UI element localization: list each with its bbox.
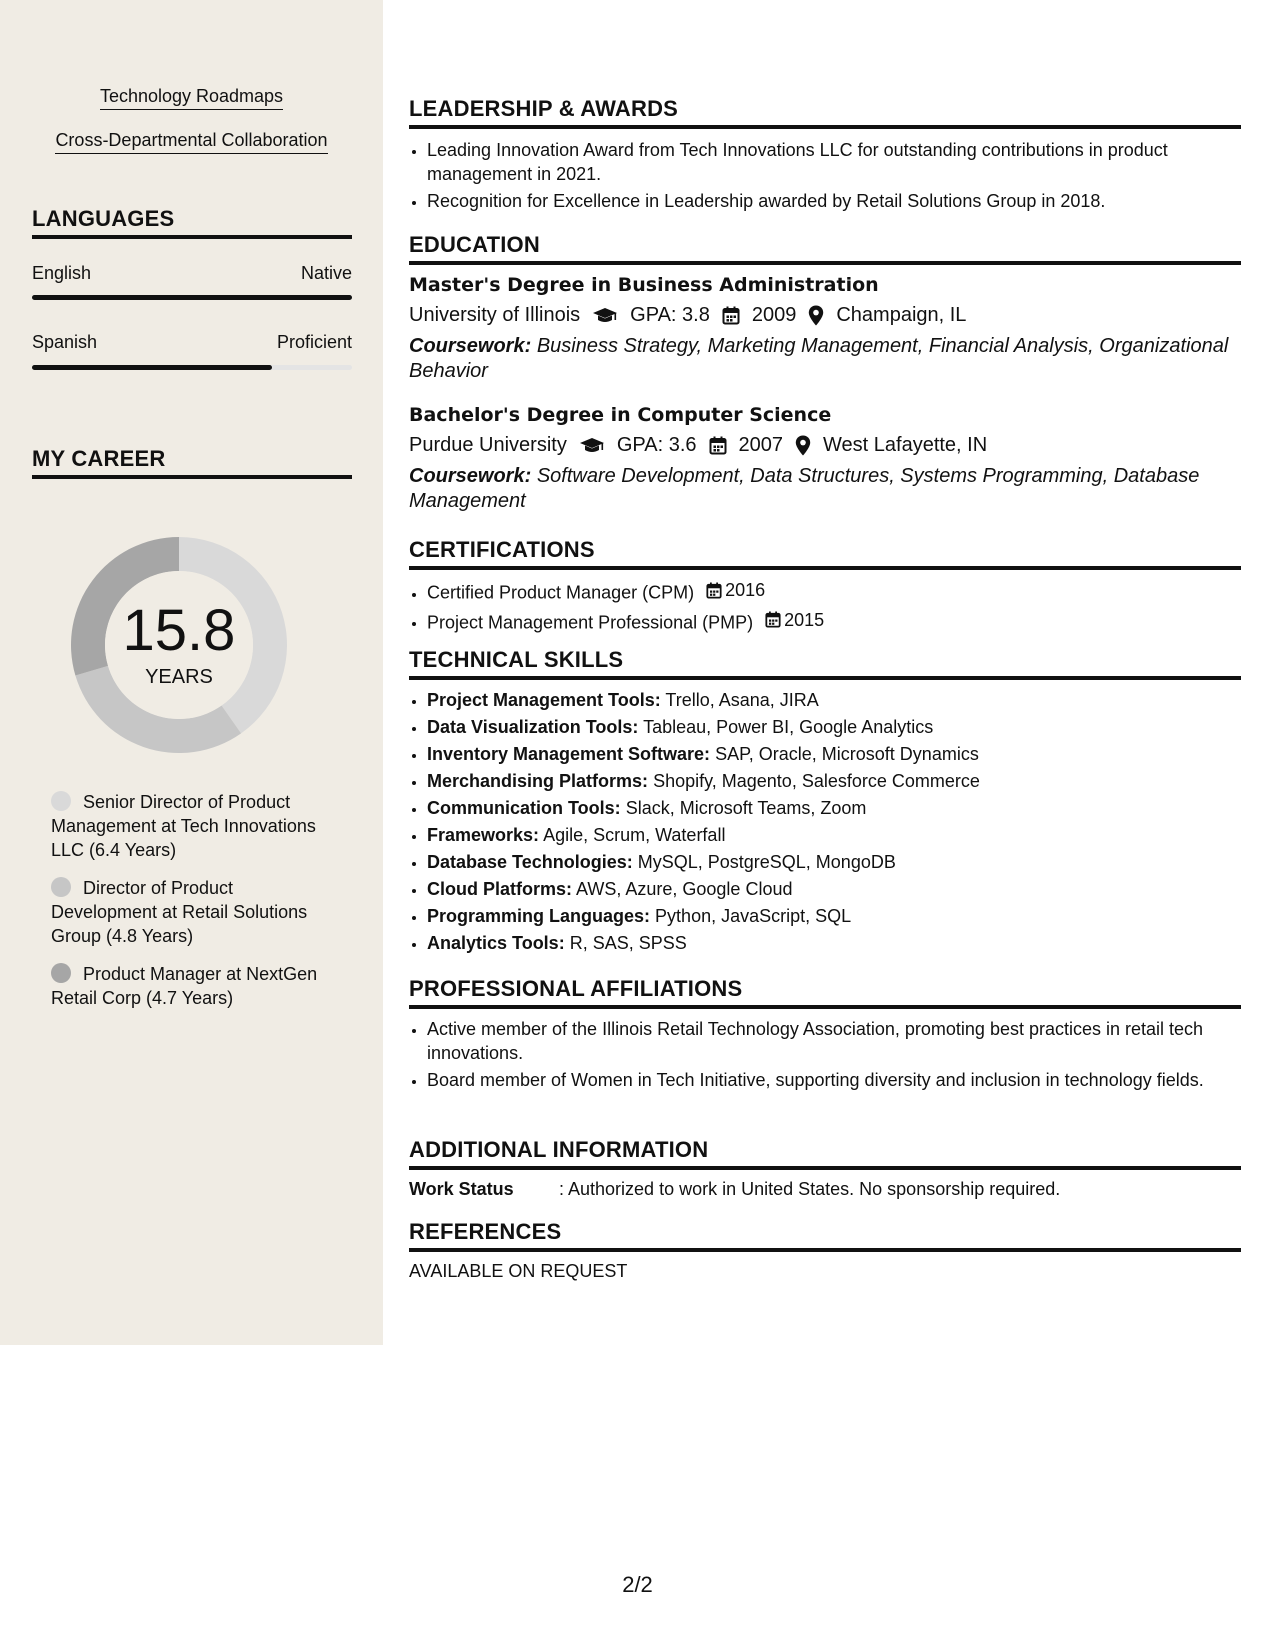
certification-name: Project Management Professional (PMP) [427,612,754,632]
education-heading: EDUCATION [409,232,1241,265]
coursework-label: Coursework: [409,465,532,487]
skill-value: Slack, Microsoft Teams, Zoom [625,798,867,818]
technical-skills-list [427,688,1237,958]
coursework [409,334,1241,384]
school-name: Purdue University [409,434,567,456]
skill-label: Analytics Tools: [427,933,565,953]
list-item: • Active member of the Illinois Retail Technology Association, promoting best practices in retail tech innovations. [427,1017,1237,1065]
certifications-heading: CERTIFICATIONS [409,537,1241,570]
list-item [427,715,1237,739]
legend-dot [51,791,71,811]
certifications-list [427,578,1237,637]
technical-skills-heading: TECHNICAL SKILLS [409,647,1241,680]
list-item [427,823,1237,847]
career-heading: MY CAREER [32,446,352,479]
list-item [427,877,1237,901]
skill-value: Shopify, Magento, Salesforce Commerce [653,771,980,791]
leadership-heading: LEADERSHIP & AWARDS [409,96,1241,129]
location-pin-icon [795,435,811,456]
additional-info-heading: ADDITIONAL INFORMATION [409,1137,1241,1170]
language-bar-english [32,295,352,300]
skill-value: Tableau, Power BI, Google Analytics [643,717,934,737]
career-item [51,790,341,862]
list-item: • Leading Innovation Award from Tech Innovations LLC for outstanding contributions in product management in 2021. [427,138,1237,186]
career-donut [64,530,294,760]
languages-heading: LANGUAGES [32,206,352,239]
skill-value: R, SAS, SPSS [569,933,687,953]
skill-label: Cloud Platforms: [427,879,573,899]
career-item [51,962,341,1010]
degree-title: Master's Degree in Business Administration [409,274,879,296]
gpa: GPA: 3.8 [630,304,710,326]
skill-label: Communication Tools: [427,798,621,818]
career-total-years: 15.8 [122,598,236,663]
calendar-icon [722,306,740,325]
language-name: Spanish [32,332,98,352]
list-item: • Board member of Women in Tech Initiative, supporting diversity and inclusion in technology fields. [427,1068,1237,1092]
coursework-text: Business Strategy, Marketing Management, Financial Analysis, Organizational Behavior [409,335,1229,382]
certification-name: Certified Product Manager (CPM) [427,582,695,603]
skill-value: Agile, Scrum, Waterfall [543,825,726,845]
calendar-icon [706,582,722,599]
calendar-icon [709,436,727,455]
language-bar-fill [32,365,272,370]
graduation-year: 2007 [738,434,784,456]
list-item [427,796,1237,820]
legend-dot [51,877,71,897]
coursework-text: Software Development, Data Structures, Systems Programming, Database Management [409,465,1200,512]
list-item [427,850,1237,874]
affiliations-list [427,1017,1237,1095]
list-item [427,904,1237,928]
skill-label: Frameworks: [427,825,540,845]
skill-value: Python, JavaScript, SQL [655,906,852,926]
career-item [51,876,341,948]
affiliations-heading: PROFESSIONAL AFFILIATIONS [409,976,1241,1009]
list-item [427,742,1237,766]
main-content [409,0,1241,1345]
page-number: 2/2 [622,1572,653,1597]
education-meta [409,304,1241,327]
career-item-label: Product Manager at NextGen Retail Corp (4.7 Years) [51,964,318,1008]
list-item [427,578,1237,605]
list-item [427,769,1237,793]
skill-value: MySQL, PostgreSQL, MongoDB [637,852,896,872]
list-item [427,688,1237,712]
certification-date [706,578,765,602]
skill-label: Inventory Management Software: [427,744,711,764]
work-status-value: : Authorized to work in United States. No sponsorship required. [559,1179,1061,1199]
language-level: Proficient [276,332,352,352]
language-level: Native [300,263,352,283]
skill-label: Data Visualization Tools: [427,717,639,737]
references-heading: REFERENCES [409,1219,1241,1252]
location-pin-icon [808,305,824,326]
skill-label: Programming Languages: [427,906,651,926]
degree-title: Bachelor's Degree in Computer Science [409,404,832,426]
education-meta [409,434,1241,457]
skill-value: Trello, Asana, JIRA [665,690,819,710]
work-status-label: Work Status [409,1179,514,1199]
leadership-list [427,138,1237,216]
calendar-icon [765,611,781,628]
coursework-label: Coursework: [409,335,532,357]
graduation-cap-icon [592,307,618,325]
list-item [427,931,1237,955]
certification-date [765,608,824,632]
skill-label: Project Management Tools: [427,690,661,710]
graduation-cap-icon [579,437,605,455]
skill-link-technology-roadmaps[interactable]: Technology Roadmaps [0,86,383,107]
skill-label: Merchandising Platforms: [427,771,649,791]
gpa: GPA: 3.6 [616,434,697,456]
language-bar-spanish [32,365,352,370]
list-item [427,608,1237,635]
references-text: AVAILABLE ON REQUEST [409,1261,628,1281]
certification-year: 2015 [784,609,825,630]
language-bar-fill [32,295,352,300]
sidebar [0,0,383,1345]
work-status-row [409,1179,1241,1200]
coursework [409,464,1241,514]
career-total-unit: YEARS [145,666,213,688]
skill-value: SAP, Oracle, Microsoft Dynamics [715,744,979,764]
skill-link-cross-departmental[interactable]: Cross-Departmental Collaboration [0,130,383,151]
career-item-label: Director of Product Development at Retail Solutions Group (4.8 Years) [51,878,308,946]
skill-label: Database Technologies: [427,852,633,872]
skill-value: AWS, Azure, Google Cloud [576,879,793,899]
career-item-label: Senior Director of Product Management at Tech Innovations LLC (6.4 Years) [51,792,316,860]
graduation-year: 2009 [751,304,797,326]
school-location: West Lafayette, IN [823,434,988,456]
certification-year: 2016 [725,580,766,600]
school-location: Champaign, IL [836,304,967,326]
list-item: • Recognition for Excellence in Leadership awarded by Retail Solutions Group in 2018. [427,189,1237,213]
legend-dot [51,963,71,983]
school-name: University of Illinois [409,304,581,326]
language-name: English [32,263,92,283]
